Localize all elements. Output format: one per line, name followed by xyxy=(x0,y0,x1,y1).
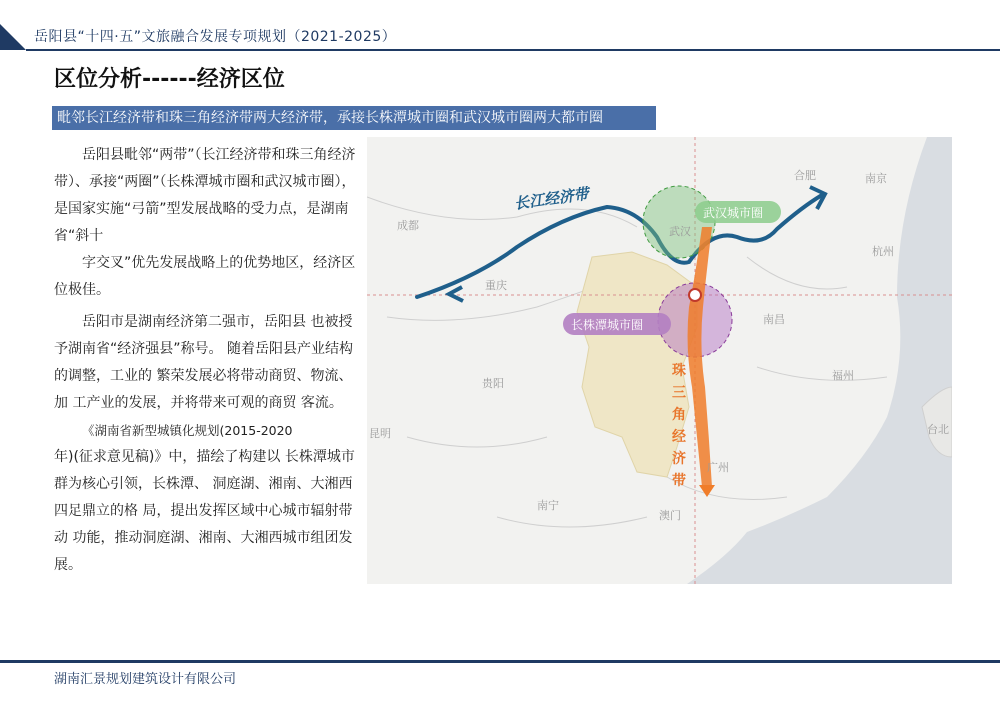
economic-location-map xyxy=(367,137,952,584)
paragraph-2: 岳阳市是湖南经济第二强市，岳阳县 也被授予湖南省“经济强县”称号。 随着岳阳县产业结构的调整，工业的 繁荣发展必将带动商贸、物流、加 工产业的发展，并将带来可观的商贸 客流。 xyxy=(54,314,353,411)
footer-company: 湖南汇景规划建筑设计有限公司 xyxy=(54,672,237,687)
city-hangzhou: 杭州 xyxy=(872,245,894,258)
footer-divider xyxy=(0,660,1000,663)
paragraph-1a: 岳阳县毗邻“两带”（长江经济带和珠三角经济带）、承接“两圈”（长株潭城市圈和武汉城市圈），是国家实施“弓箭”型发展战略的受力点，是湖南省“斜十 xyxy=(54,147,356,244)
city-chengdu: 成都 xyxy=(397,219,419,232)
yueyang-marker xyxy=(689,289,701,301)
prd-belt-char: 三 xyxy=(672,385,686,401)
city-wuhan: 武汉 xyxy=(669,225,691,238)
city-fuzhou: 福州 xyxy=(832,369,854,382)
city-macau: 澳门 xyxy=(659,509,681,522)
yangtze-belt-label: 长江经济带 xyxy=(513,184,590,213)
subtitle-banner: 毗邻长江经济带和珠三角经济带两大经济带，承接长株潭城市圈和武汉城市圈两大都市圈 xyxy=(52,106,656,130)
city-nanjing: 南京 xyxy=(865,172,887,185)
paragraph-3b: 年)(征求意见稿)》中，描绘了构建以 长株潭城市群为核心引领，长株潭、 洞庭湖、湘南、大湘西四足鼎立的格 局，提出发挥区域中心城市辐射带动 功能，推动洞庭湖、湘南、大湘西城市组团发展。 xyxy=(54,449,355,573)
header-bar xyxy=(0,0,1000,50)
city-nanchang: 南昌 xyxy=(763,313,785,326)
city-kunming: 昆明 xyxy=(369,427,391,440)
city-guangzhou: 广州 xyxy=(707,461,729,474)
city-taipei: 台北 xyxy=(927,423,949,436)
header-title: 岳阳县“十四·五”文旅融合发展专项规划（2021-2025） xyxy=(34,29,397,45)
wuhan-circle-label: 武汉城市圈 xyxy=(703,206,764,220)
prd-belt-char: 带 xyxy=(672,473,686,489)
paragraph-1b: 字交叉”优先发展战略上的优势地区，经济区位极佳。 xyxy=(54,255,356,298)
body-text xyxy=(54,142,364,579)
prd-belt-char: 角 xyxy=(672,407,686,423)
prd-belt-char: 经 xyxy=(672,429,686,445)
prd-belt-char: 济 xyxy=(672,451,686,467)
city-hefei: 合肥 xyxy=(794,169,816,182)
page-title: 区位分析------经济区位 xyxy=(54,67,285,92)
paragraph-3a: 《湖南省新型城镇化规划(2015-2020 xyxy=(82,423,293,438)
prd-belt-char: 珠 xyxy=(672,363,686,379)
header-corner-decoration xyxy=(0,24,26,50)
city-chongqing: 重庆 xyxy=(485,279,507,292)
city-nanning: 南宁 xyxy=(537,499,559,512)
city-guiyang: 贵阳 xyxy=(482,377,504,390)
header-divider xyxy=(26,49,1000,51)
map-svg xyxy=(367,137,952,584)
cztz-circle-label: 长株潭城市圈 xyxy=(571,318,644,332)
